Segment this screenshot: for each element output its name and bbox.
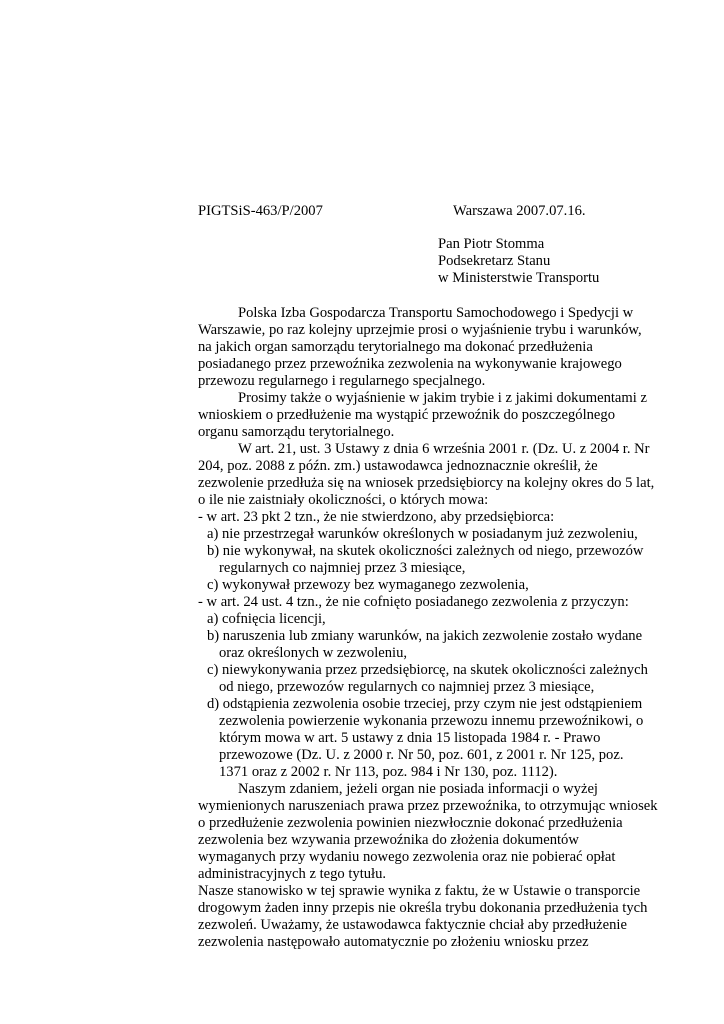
list-item: od niego, przewozów regularnych co najmniej przez 3 miesiące, <box>219 679 595 695</box>
list-item: b) naruszenia lub zmiany warunków, na jakich zezwolenie zostało wydane <box>207 628 643 644</box>
place-and-date: Warszawa 2007.07.16. <box>453 203 586 219</box>
body-line: zezwoleń. Uważamy, że ustawodawca faktycznie chciał aby przedłużenie <box>198 917 627 933</box>
body-line: drogowym żaden inny przepis nie określa trybu dokonania przedłużenia tych <box>198 900 648 916</box>
list-item: c) wykonywał przewozy bez wymaganego zezwolenia, <box>207 577 529 593</box>
list-item: c) niewykonywania przez przedsiębiorcę, na skutek okoliczności zależnych <box>207 662 648 678</box>
list-item: zezwolenia powierzenie wykonania przewozu innemu przewoźnikowi, o <box>219 713 644 729</box>
recipient-ministry: w Ministerstwie Transportu <box>438 270 600 286</box>
body-line: Polska Izba Gospodarcza Transportu Samochodowego i Spedycji w <box>238 305 634 321</box>
list-item: regularnych co najmniej przez 3 miesiące, <box>219 560 466 576</box>
recipient-name: Pan Piotr Stomma <box>438 236 545 252</box>
body-line: Nasze stanowisko w tej sprawie wynika z faktu, że w Ustawie o transporcie <box>198 883 641 899</box>
list-item: b) nie wykonywał, na skutek okoliczności zależnych od niego, przewozów <box>207 543 644 559</box>
body-line: wnioskiem o przedłużenie ma wystąpić przewoźnik do poszczególnego <box>198 407 615 423</box>
body-line: Warszawie, po raz kolejny uprzejmie prosi o wyjaśnienie trybu i warunków, <box>198 322 642 338</box>
list-item: 1371 oraz z 2002 r. Nr 113, poz. 984 i Nr 130, poz. 1112). <box>219 764 558 780</box>
body-line: o przedłużenie zezwolenia powinien niezwłocznie dokonać przedłużenia <box>198 815 623 831</box>
body-line: administracyjnych z tego tytułu. <box>198 866 387 882</box>
list-item: oraz określonych w zezwoleniu, <box>219 645 408 661</box>
list-item: a) nie przestrzegał warunków określonych w posiadanym już zezwoleniu, <box>207 526 638 542</box>
body-line: Prosimy także o wyjaśnienie w jakim trybie i z jakimi dokumentami z <box>238 390 647 406</box>
body-line: na jakich organ samorządu terytorialnego ma dokonać przedłużenia <box>198 339 593 355</box>
body-line: wymaganych przy wydaniu nowego zezwolenia oraz nie pobierać opłat <box>198 849 616 865</box>
recipient-title: Podsekretarz Stanu <box>438 253 551 269</box>
body-line: przewozu regularnego i regularnego specjalnego. <box>198 373 486 389</box>
body-line: organu samorządu terytorialnego. <box>198 424 395 440</box>
body-line: Naszym zdaniem, jeżeli organ nie posiada informacji o wyżej <box>238 781 598 797</box>
body-line: W art. 21, ust. 3 Ustawy z dnia 6 września 2001 r. (Dz. U. z 2004 r. Nr <box>238 441 650 457</box>
body-line: zezwolenia następowało automatycznie po złożeniu wniosku przez <box>198 934 589 950</box>
body-line: wymienionych naruszeniach prawa przez przewoźnika, to otrzymując wniosek <box>198 798 658 814</box>
list-item: przewozowe (Dz. U. z 2000 r. Nr 50, poz. 601, z 2001 r. Nr 125, poz. <box>219 747 624 763</box>
body-line: zezwolenia bez wzywania przewoźnika do złożenia dokumentów <box>198 832 579 848</box>
list-item: a) cofnięcia licencji, <box>207 611 326 627</box>
list-item: - w art. 23 pkt 2 tzn., że nie stwierdzono, aby przedsiębiorca: <box>198 509 555 525</box>
list-item: którym mowa w art. 5 ustawy z dnia 15 listopada 1984 r. - Prawo <box>219 730 601 746</box>
list-item: - w art. 24 ust. 4 tzn., że nie cofnięto posiadanego zezwolenia z przyczyn: <box>198 594 629 610</box>
list-item: d) odstąpienia zezwolenia osobie trzeciej, przy czym nie jest odstąpieniem <box>207 696 643 712</box>
body-line: posiadanego przez przewoźnika zezwolenia na wykonywanie krajowego <box>198 356 622 372</box>
body-line: zezwolenie przedłuża się na wniosek przedsiębiorcy na kolejny okres do 5 lat, <box>198 475 655 491</box>
body-line: 204, poz. 2088 z późn. zm.) ustawodawca jednoznacznie określił, że <box>198 458 598 474</box>
body-line: o ile nie zaistniały okoliczności, o których mowa: <box>198 492 489 508</box>
reference-number: PIGTSiS-463/P/2007 <box>198 203 323 219</box>
